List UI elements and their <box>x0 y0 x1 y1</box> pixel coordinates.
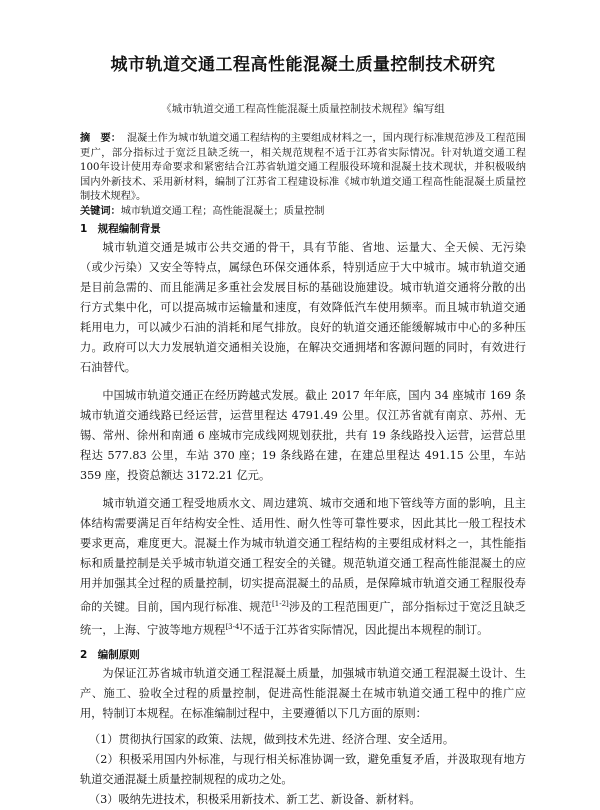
abstract-label: 摘 要： <box>80 133 121 144</box>
section-1-heading: 1 规程编制背景 <box>80 222 161 235</box>
keywords-label: 关键词： <box>80 205 121 217</box>
paper-title: 城市轨道交通工程高性能混凝土质量控制技术研究 <box>110 55 496 75</box>
citation-3-4: [3-4] <box>225 623 243 632</box>
section-2-heading: 2 编制原则 <box>80 648 140 661</box>
abstract-text: 混凝土作为城市轨道交通工程结构的主要组成材料之一，国内现行标准规范涉及工程范围更广，部分指标过于宽泛且缺乏统一，相关规范规程不适于江苏省实际情况。针对轨道交通工程100年设计使用寿命要求和紧密结合江苏省轨道交通工程服役环境和混凝土技术现状，并积极吸纳国内外新技术、采用新材料，编制了江苏省工程建设标准《城市轨道交通工程高性能混凝土质量控制技术规程》。 <box>80 133 526 202</box>
principle-item-2: （2）积极采用国内外标准，与现行相关标准协调一致，避免重复矛盾，并汲取现有地方轨道交通混凝土质量控制规程的成功之处。 <box>80 752 526 786</box>
citation-1-2: [1-2] <box>272 599 289 608</box>
principle-item-3: （3）吸纳先进技术，积极采用新技术、新工艺、新设备、新材料。 <box>88 792 421 806</box>
author-line: 《城市轨道交通工程高性能混凝土质量控制技术规程》编写组 <box>161 103 445 115</box>
section-1-paragraph-3 <box>80 494 526 641</box>
section-1-paragraph-3-text-a: 城市轨道交通工程受地质水文、周边建筑、城市交通和地下管线等方面的影响，且主体结构需要满足百年结构安全性、适用性、耐久性等可靠性要求，因此其比一般工程技术要求更高，难度更大。混凝土作为城市轨道交通工程结构的主要组成材料之一，其性能指标和质量控制是关乎城市轨道交通工程安全的关键。规范轨道交通工程高性能混凝土的应用并加强其全过程的质量控制，切实提高混凝土的品质，是保障城市轨道交通工程服役寿命的关键。目前，国内现行标准、规范 <box>80 496 526 614</box>
keywords-text: 城市轨道交通工程；高性能混凝土；质量控制 <box>120 205 325 217</box>
principle-item-1: （1）贯彻执行国家的政策、法规，做到技术先进、经济合理、安全适用。 <box>88 732 455 746</box>
abstract <box>80 132 526 205</box>
section-2-paragraph-1: 为保证江苏省城市轨道交通工程混凝土质量，加强城市轨道交通工程混凝土设计、生产、施工、验收全过程的质量控制，促进高性能混凝土在城市轨道交通工程中的推广应用，特制订本规程。在标准编制过程中，主要遵循以下几方面的原则： <box>80 666 526 720</box>
section-1-paragraph-3-text-b: 涉及的工程范围更广，部分指标过于宽泛且缺乏统一，上海、宁波等地方规程 <box>80 600 526 637</box>
keywords <box>80 205 526 219</box>
section-1-paragraph-1: 城市轨道交通是城市公共交通的骨干，具有节能、省地、运量大、全天候、无污染（或少污染）又安全等特点，属绿色环保交通体系，特别适应于大中城市。城市轨道交通是目前急需的、而且能满足多重社会发展目标的基础设施建设。城市轨道交通将分散的出行方式集中化，可以提高城市运输量和速度，有效降低汽车使用频率。而且城市轨道交通耗用电力，可以减少石油的消耗和尾气排放。良好的轨道交通还能缓解城市中心的多种压力。政府可以大力发展轨道交通相关设施，在解决交通拥堵和客源问题的同时，有效进行石油替代。 <box>80 240 526 374</box>
section-1-paragraph-2: 中国城市轨道交通正在经历跨越式发展。截止 2017 年年底，国内 34 座城市 169 条城市轨道交通线路已经运营，运营里程达 4791.49 公里。仅江苏省就有南京、苏州、无锡、常州、徐州和南通 6 座城市完成线网规划获批，共有 19 条线路投入运营，运营总里程达 577.83 公里，车站 370 座；19 条线路在建，在建总里程达 491.15 公里，车站 359 座，投资总额达 3172.21 亿元。 <box>80 388 526 482</box>
section-1-paragraph-3-text-c: 不适于江苏省实际情况，因此提出本规程的制订。 <box>242 623 489 637</box>
